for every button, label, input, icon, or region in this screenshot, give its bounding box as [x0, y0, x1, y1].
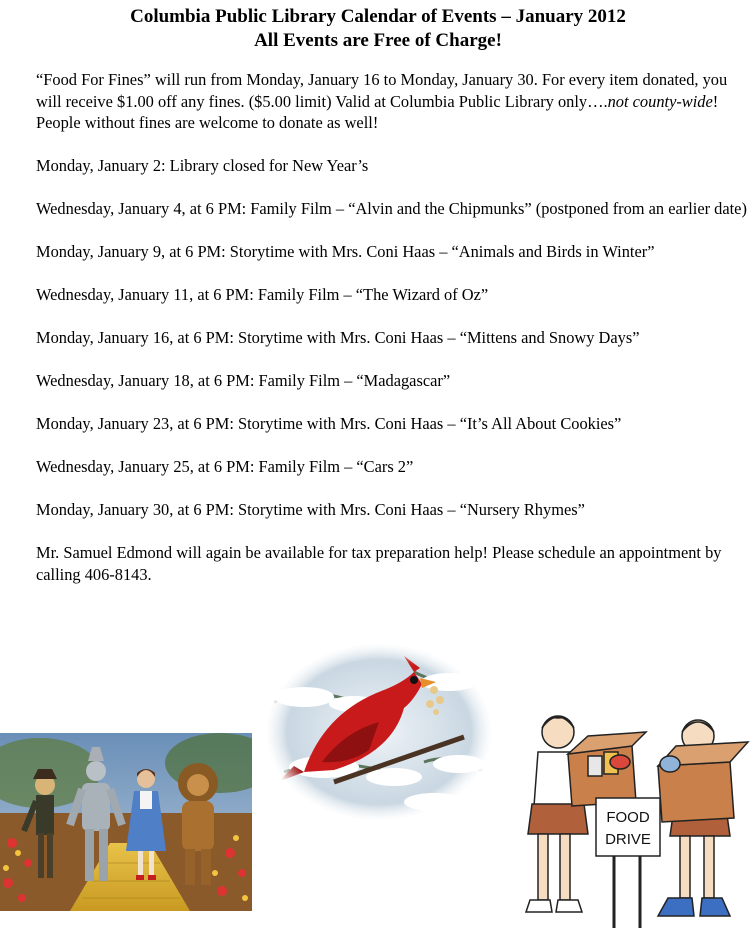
event-item: Wednesday, January 25, at 6 PM: Family Film – “Cars 2”: [36, 457, 414, 476]
event-item: Wednesday, January 18, at 6 PM: Family Film – “Madagascar”: [36, 371, 451, 390]
food-drive-sign-line2: DRIVE: [605, 831, 651, 848]
food-drive-kids-image: [508, 706, 754, 936]
event-item: Monday, January 30, at 6 PM: Storytime with Mrs. Coni Haas – “Nursery Rhymes”: [36, 500, 585, 519]
event-item: Monday, January 9, at 6 PM: Storytime with Mrs. Coni Haas – “Animals and Birds in Winter”: [36, 242, 655, 261]
intro-part2: ! People without fines are welcome to donate as well!: [36, 91, 719, 132]
document-body: [36, 69, 748, 607]
intro-part1: “Food For Fines” will run from Monday, January 16 to Monday, January 30. For every item donated, you will receive $1.00 off any fines. ($5.00 limit) Valid at Columbia Public Library only….: [36, 70, 728, 111]
tax-help-paragraph: Mr. Samuel Edmond will again be available for tax preparation help! Please schedule an appointment by calling 406-8143.: [36, 543, 722, 584]
page-title: Columbia Public Library Calendar of Events – January 2012: [130, 6, 626, 27]
page-subtitle: All Events are Free of Charge!: [254, 30, 502, 51]
food-drive-sign-line1: FOOD: [606, 809, 650, 826]
event-item: Wednesday, January 4, at 6 PM: Family Film – “Alvin and the Chipmunks” (postponed from an earlier date): [36, 199, 747, 218]
event-item: Monday, January 23, at 6 PM: Storytime with Mrs. Coni Haas – “It’s All About Cookies”: [36, 414, 622, 433]
wizard-of-oz-image: [0, 733, 252, 911]
event-item: Monday, January 2: Library closed for New Year’s: [36, 156, 369, 175]
intro-italic: not county-wide: [607, 91, 713, 111]
cardinal-in-snow-image: [264, 642, 494, 822]
event-item: Monday, January 16, at 6 PM: Storytime with Mrs. Coni Haas – “Mittens and Snowy Days”: [36, 328, 640, 347]
event-item: Wednesday, January 11, at 6 PM: Family Film – “The Wizard of Oz”: [36, 285, 489, 304]
food-for-fines-paragraph: [36, 69, 748, 134]
